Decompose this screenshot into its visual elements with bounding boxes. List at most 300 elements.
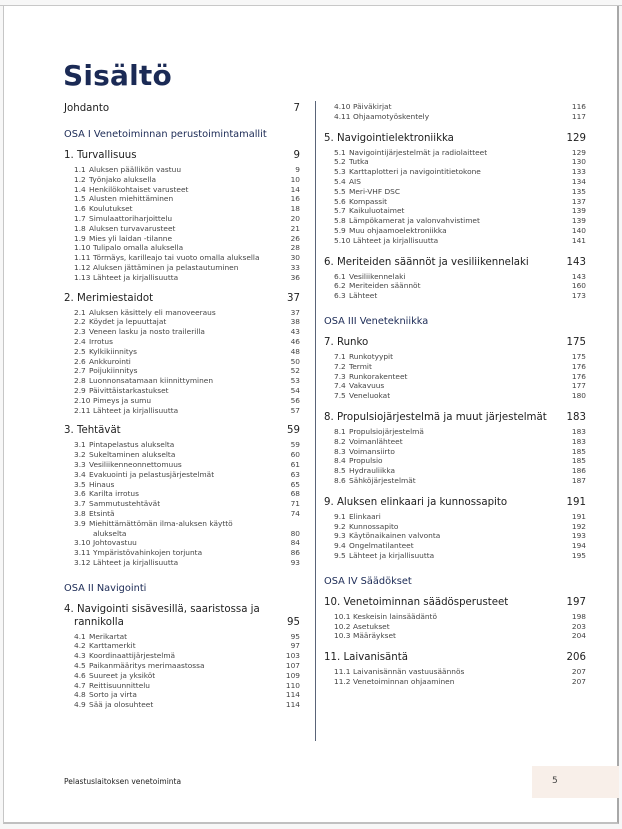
entry-title: Lähteet ja kirjallisuutta [93, 557, 179, 567]
entry-page: 56 [290, 395, 300, 405]
entry-page: 180 [571, 391, 586, 401]
entry-title: Laivanisännän vastuusäännös [353, 667, 465, 677]
entry-page: 143 [571, 271, 586, 281]
entry-title: Johtovastuu [93, 538, 137, 548]
entry-page: 59 [290, 440, 300, 450]
entry-number: 5.1 [334, 147, 346, 157]
toc-entry[interactable] [324, 512, 586, 522]
entry-title: Päivittäistarkastukset [89, 385, 169, 395]
entry-page: 173 [571, 291, 586, 301]
chapter-heading-line1[interactable] [64, 603, 300, 616]
toc-entry[interactable] [324, 167, 586, 177]
entry-page: 195 [571, 550, 586, 560]
toc-chapter-5 [324, 132, 586, 246]
entry-page: 93 [290, 557, 300, 567]
toc-entry[interactable] [324, 677, 586, 687]
entry-page: 134 [571, 176, 586, 186]
toc-chapter-8 [324, 411, 586, 486]
chapter-title: 1. Turvallisuus [64, 150, 137, 161]
entry-number: 7.3 [334, 371, 346, 381]
entry-number: 2.3 [74, 327, 86, 337]
toc-entry[interactable] [64, 538, 300, 548]
toc-entry[interactable] [324, 631, 586, 641]
entry-page: 28 [290, 243, 300, 253]
entry-page: 114 [285, 700, 300, 710]
toc-entry[interactable] [324, 391, 586, 401]
chapter-page: 129 [566, 132, 586, 144]
entry-number: 1.8 [74, 223, 86, 233]
chapter-title: 10. Venetoiminnan säädösperusteet [324, 596, 509, 608]
entry-title: Aluksen käsittely eli manoveeraus [89, 307, 216, 317]
entry-page: 203 [571, 621, 586, 631]
toc-chapter-2 [64, 292, 300, 416]
entry-title: Paikanmääritys merimaastossa [89, 661, 205, 671]
toc-entry[interactable] [64, 661, 300, 671]
entry-title: Propulsio [349, 456, 383, 466]
toc-entry[interactable] [64, 243, 300, 253]
entry-page: 194 [571, 541, 586, 551]
entry-number: 10.1 [334, 611, 351, 621]
entry-title: Poijukiinnitys [89, 366, 138, 376]
entry-title: Köydet ja lepuuttajat [89, 317, 167, 327]
toc-entry[interactable] [324, 236, 586, 246]
entry-title: Aluksen jättäminen ja pelastautuminen [93, 262, 239, 272]
toc-entry[interactable] [324, 622, 586, 632]
chapter-title: 9. Aluksen elinkaari ja kunnossapito [324, 496, 508, 508]
entry-title: Miehittämättömän ilma-aluksen käyttö [89, 518, 233, 528]
entry-number: 5.3 [334, 167, 346, 177]
entry-page: 26 [290, 233, 300, 243]
entry-number: 1.12 [74, 262, 91, 272]
entry-page: 53 [290, 376, 300, 386]
toc-entry[interactable] [64, 185, 300, 195]
toc-entry[interactable] [64, 165, 300, 175]
entry-page: 141 [571, 235, 586, 245]
toc-entry[interactable] [64, 347, 300, 357]
entry-page: 65 [290, 479, 300, 489]
entry-page: 135 [571, 186, 586, 196]
entry-number: 8.6 [334, 475, 346, 485]
entry-title: Hydrauliikka [349, 466, 395, 476]
chapter-heading[interactable] [64, 292, 300, 305]
entry-number: 4.5 [74, 661, 86, 671]
toc-entry[interactable] [64, 632, 300, 642]
entry-number: 8.2 [334, 436, 346, 446]
toc-part-1[interactable]: OSA I Venetoiminnan perustoimintamallit [64, 129, 267, 140]
entry-title: Runkorakenteet [349, 371, 408, 381]
entry-number: 9.3 [334, 531, 346, 541]
chapter-title: 6. Meriteiden säännöt ja vesiliikennelaki [324, 256, 529, 268]
toc-entry-continued[interactable] [64, 529, 300, 539]
toc-entry[interactable] [324, 197, 586, 207]
entry-page: 187 [571, 475, 586, 485]
entry-number: 1.11 [74, 253, 91, 263]
entry-number: 1.10 [74, 243, 91, 253]
toc-entry[interactable] [64, 690, 300, 700]
toc-entry[interactable] [324, 216, 586, 226]
entry-number: 4.1 [74, 631, 86, 641]
toc-entry[interactable] [64, 681, 300, 691]
toc-entry[interactable] [324, 667, 586, 677]
toc-part-4[interactable]: OSA IV Säädökset [324, 575, 412, 587]
chapter-heading-line2[interactable] [64, 616, 300, 629]
entry-title: Lähteet ja kirjallisuutta [93, 272, 179, 282]
toc-entry[interactable] [64, 263, 300, 273]
toc-entry[interactable] [64, 327, 300, 337]
entry-number: 5.8 [334, 216, 346, 226]
entry-number: 3.12 [74, 557, 91, 567]
entry-title: Ongelmatilanteet [349, 541, 414, 551]
toc-entry[interactable] [324, 272, 586, 282]
entry-title: Lämpökamerat ja valonvahvistimet [349, 216, 480, 226]
toc-entry[interactable] [64, 194, 300, 204]
entry-title: Työnjako aluksella [89, 174, 156, 184]
entry-number: 6.3 [334, 291, 346, 301]
entry-number: 2.1 [74, 307, 86, 317]
entry-page: 54 [290, 385, 300, 395]
entry-number: 2.7 [74, 366, 86, 376]
toc-entry[interactable] [64, 224, 300, 234]
chapter-heading[interactable] [324, 651, 586, 664]
entry-number: 10.3 [334, 631, 351, 641]
entry-number: 5.6 [334, 196, 346, 206]
toc-entry[interactable] [324, 447, 586, 457]
entry-number: 4.7 [74, 680, 86, 690]
entry-title: Meri-VHF DSC [349, 186, 401, 196]
toc-chapter-10 [324, 596, 586, 641]
toc-part-3[interactable]: OSA III Venetekniikka [324, 315, 429, 327]
toc-entry[interactable] [324, 291, 586, 301]
toc-entry[interactable] [64, 548, 300, 558]
chapter-heading[interactable] [324, 336, 586, 349]
toc-entry[interactable] [324, 372, 586, 382]
entry-page: 191 [571, 511, 586, 521]
toc-entry[interactable] [324, 612, 586, 622]
entry-title: Luonnonsatamaan kiinnittyminen [89, 376, 214, 386]
entry-number: 6.1 [334, 271, 346, 281]
toc-right-column [324, 102, 586, 687]
entry-number: 1.5 [74, 194, 86, 204]
entry-number: 2.8 [74, 376, 86, 386]
entry-page: 117 [571, 111, 586, 121]
entry-title: Pimeys ja sumu [93, 395, 152, 405]
entry-number: 2.10 [74, 395, 91, 405]
toc-entry[interactable] [64, 337, 300, 347]
toc-entry[interactable] [64, 641, 300, 651]
toc-entry[interactable] [64, 440, 300, 450]
entry-page: 193 [571, 531, 586, 541]
entry-title: Suureet ja yksiköt [89, 670, 156, 680]
entry-number: 9.2 [334, 521, 346, 531]
entry-number: 4.8 [74, 690, 86, 700]
toc-entry[interactable] [64, 406, 300, 416]
toc-chapter-7 [324, 336, 586, 401]
toc-entry[interactable] [64, 700, 300, 710]
entry-page: 114 [285, 690, 300, 700]
entry-page: 48 [290, 346, 300, 356]
chapter-heading[interactable] [324, 411, 586, 424]
toc-entry[interactable] [64, 460, 300, 470]
toc-entry[interactable] [324, 281, 586, 291]
entry-page: 30 [290, 253, 300, 263]
entry-page: 130 [571, 157, 586, 167]
entry-page: 97 [290, 641, 300, 651]
chapter-page: 197 [566, 596, 586, 608]
entry-number: 1.1 [74, 165, 86, 174]
toc-entry[interactable] [64, 376, 300, 386]
entry-title: AIS [349, 176, 361, 186]
toc-intro-label: Johdanto [64, 103, 110, 114]
toc-entry[interactable] [324, 226, 586, 236]
entry-page: 61 [290, 459, 300, 469]
toc-entry[interactable] [324, 456, 586, 466]
entry-page: 207 [571, 667, 586, 677]
toc-entry[interactable] [324, 466, 586, 476]
entry-title: Käytönaikainen valvonta [349, 531, 441, 541]
toc-chapter-4 [64, 603, 300, 710]
chapter-heading[interactable] [64, 424, 300, 437]
entry-title: Asetukset [353, 621, 390, 631]
toc-entry[interactable] [64, 234, 300, 244]
entry-page: 109 [285, 670, 300, 680]
chapter-heading[interactable] [324, 256, 586, 269]
entry-number: 2.9 [74, 385, 86, 395]
entry-title: Propulsiojärjestelmä [349, 426, 424, 436]
toc-chapter-4-continued [324, 102, 586, 122]
toc-entry[interactable] [324, 352, 586, 362]
toc-entry[interactable] [64, 480, 300, 490]
entry-number: 2.4 [74, 336, 86, 346]
toc-entry[interactable] [324, 206, 586, 216]
entry-number: 3.3 [74, 459, 86, 469]
entry-title: Mies yli laidan -tilanne [89, 233, 173, 243]
toc-entry[interactable] [64, 450, 300, 460]
entry-title: Lähteet ja kirjallisuutta [93, 405, 179, 415]
toc-entry[interactable] [64, 509, 300, 519]
toc-chapter-3 [64, 424, 300, 567]
entry-number: 8.4 [334, 456, 346, 466]
entry-number: 5.5 [334, 186, 346, 196]
entry-number: 11.2 [334, 676, 351, 686]
chapter-heading[interactable] [324, 132, 586, 145]
chapter-heading[interactable] [64, 149, 300, 162]
entry-page: 80 [290, 528, 300, 538]
entry-title: Karttaplotteri ja navigointitietokone [349, 167, 481, 177]
entry-title: Ohjaamotyöskentely [353, 111, 430, 121]
entry-page: 183 [571, 426, 586, 436]
entry-number: 4.9 [74, 700, 86, 710]
chapter-title-cont: rannikolla [74, 616, 124, 628]
toc-entry[interactable] [64, 396, 300, 406]
toc-entry[interactable] [64, 489, 300, 499]
entry-page: 68 [290, 489, 300, 499]
entry-title: Kaikuluotaimet [349, 206, 405, 216]
toc-entry[interactable] [324, 531, 586, 541]
entry-page: 74 [290, 508, 300, 518]
entry-title: Venetoiminnan ohjaaminen [353, 676, 455, 686]
chapter-page: 183 [566, 411, 586, 423]
chapter-title: 11. Laivanisäntä [324, 652, 408, 664]
entry-title: Päiväkirjat [353, 102, 392, 111]
entry-title: Etsintä [89, 508, 115, 518]
toc-entry[interactable] [64, 204, 300, 214]
entry-title: Sorto ja virta [89, 690, 137, 700]
entry-title: Sähköjärjestelmät [349, 475, 416, 485]
entry-page: 37 [290, 307, 300, 317]
entry-number: 3.10 [74, 538, 91, 548]
entry-title: Ankkurointi [89, 356, 131, 366]
entry-page: 185 [571, 446, 586, 456]
entry-title: Koordinaattijärjestelmä [89, 651, 176, 661]
toc-entry[interactable] [64, 499, 300, 509]
toc-entry[interactable] [64, 357, 300, 367]
toc-entry[interactable] [64, 214, 300, 224]
toc-entry[interactable] [324, 187, 586, 197]
toc-intro-page: 7 [293, 103, 300, 114]
toc-entry[interactable] [324, 522, 586, 532]
toc-entry[interactable] [64, 386, 300, 396]
toc-entry[interactable] [64, 175, 300, 185]
entry-title: Kunnossapito [349, 521, 399, 531]
entry-page: 36 [290, 272, 300, 282]
entry-page: 33 [290, 262, 300, 272]
toc-chapter-6 [324, 256, 586, 301]
entry-number: 7.5 [334, 391, 346, 401]
toc-entry[interactable] [324, 427, 586, 437]
entry-page: 50 [290, 356, 300, 366]
toc-entry[interactable] [64, 253, 300, 263]
entry-number: 1.13 [74, 272, 91, 282]
entry-title: Karilta irrotus [89, 489, 139, 499]
entry-page: 10 [290, 174, 300, 184]
entry-number: 10.2 [334, 621, 351, 631]
entry-page: 86 [290, 548, 300, 558]
entry-number: 4.2 [74, 641, 86, 651]
entry-number: 8.5 [334, 466, 346, 476]
entry-number: 3.2 [74, 450, 86, 460]
entry-number: 2.5 [74, 346, 86, 356]
entry-title: Voimansiirto [349, 446, 395, 456]
entry-page: 177 [571, 381, 586, 391]
toc-entry[interactable] [64, 651, 300, 661]
chapter-page: 37 [287, 292, 300, 304]
entry-title: Kylkikiinnitys [89, 346, 137, 356]
entry-title: Veneluokat [349, 391, 391, 401]
entry-title: Vesiliikenneonnettomuus [89, 459, 182, 469]
entry-page: 198 [571, 611, 586, 621]
entry-title: Hinaus [89, 479, 115, 489]
toc-entry[interactable] [324, 541, 586, 551]
toc-entry[interactable] [64, 470, 300, 480]
entry-page: 110 [285, 680, 300, 690]
toc-entry[interactable] [324, 381, 586, 391]
entry-page: 137 [571, 196, 586, 206]
entry-page: 16 [290, 194, 300, 204]
entry-number: 11.1 [334, 667, 351, 677]
toc-entry[interactable] [64, 558, 300, 568]
entry-page: 176 [571, 371, 586, 381]
toc-entry[interactable] [324, 148, 586, 158]
entry-page: 18 [290, 204, 300, 214]
toc-entry[interactable] [64, 308, 300, 318]
entry-page: 183 [571, 436, 586, 446]
toc-entry[interactable] [324, 437, 586, 447]
toc-chapter-9 [324, 496, 586, 561]
entry-number: 3.6 [74, 489, 86, 499]
toc-entry[interactable] [324, 157, 586, 167]
entry-title: Lähteet ja kirjallisuutta [353, 235, 439, 245]
entry-number: 5.9 [334, 225, 346, 235]
toc-entry[interactable] [64, 519, 300, 529]
entry-page: 129 [571, 147, 586, 157]
toc-chapter-11 [324, 651, 586, 687]
entry-title: Kompassit [349, 196, 388, 206]
chapter-title: 3. Tehtävät [64, 425, 121, 437]
entry-page: 63 [290, 469, 300, 479]
entry-page: 140 [571, 225, 586, 235]
entry-title: Keskeisin lainsäädäntö [353, 611, 437, 621]
toc-entry[interactable] [64, 366, 300, 376]
entry-title: Aluksen päällikön vastuu [89, 165, 182, 174]
entry-number: 8.1 [334, 426, 346, 436]
toc-entry[interactable] [324, 551, 586, 561]
entry-title: Sukeltaminen alukselta [89, 450, 176, 460]
entry-title: Sää ja olosuhteet [89, 700, 154, 710]
entry-title-cont: alukselta [93, 528, 127, 538]
entry-page: 14 [290, 184, 300, 194]
chapter-heading[interactable] [324, 496, 586, 509]
toc-part-2[interactable]: OSA II Navigointi [64, 582, 147, 594]
entry-title: Navigointijärjestelmät ja radiolaitteet [349, 147, 488, 157]
entry-page: 60 [290, 450, 300, 460]
entry-title: Koulutukset [89, 204, 133, 214]
entry-number: 9.5 [334, 550, 346, 560]
chapter-heading[interactable] [324, 596, 586, 609]
entry-page: 107 [285, 661, 300, 671]
chapter-page: 206 [566, 652, 586, 664]
entry-title: Alusten miehittäminen [89, 194, 174, 204]
toc-entry[interactable] [324, 112, 586, 122]
toc-entry[interactable] [324, 177, 586, 187]
entry-number: 4.11 [334, 111, 351, 121]
entry-page: 84 [290, 538, 300, 548]
entry-title: Voimanlähteet [349, 436, 403, 446]
toc-entry[interactable] [64, 671, 300, 681]
entry-page: 175 [571, 351, 586, 361]
toc-entry[interactable] [324, 362, 586, 372]
entry-title: Määräykset [353, 631, 396, 641]
entry-title: Runkotyypit [349, 351, 393, 361]
entry-title: Tutka [349, 157, 369, 167]
toc-entry[interactable] [64, 317, 300, 327]
entry-title: Lähteet ja kirjallisuutta [349, 550, 435, 560]
entry-title: Henkilökohtaiset varusteet [89, 184, 189, 194]
chapter-title: 5. Navigointielektroniikka [324, 132, 454, 144]
toc-entry[interactable] [324, 476, 586, 486]
entry-title: Termit [349, 361, 372, 371]
entry-number: 2.11 [74, 405, 91, 415]
entry-title: Sammutustehtävät [89, 499, 161, 509]
toc-entry[interactable] [324, 102, 586, 112]
entry-title: Irrotus [89, 336, 113, 346]
entry-page: 71 [290, 499, 300, 509]
entry-number: 7.2 [334, 361, 346, 371]
entry-page: 38 [290, 317, 300, 327]
entry-page: 43 [290, 327, 300, 337]
toc-intro[interactable] [64, 102, 300, 115]
entry-page: 160 [571, 281, 586, 291]
toc-entry[interactable] [64, 273, 300, 283]
